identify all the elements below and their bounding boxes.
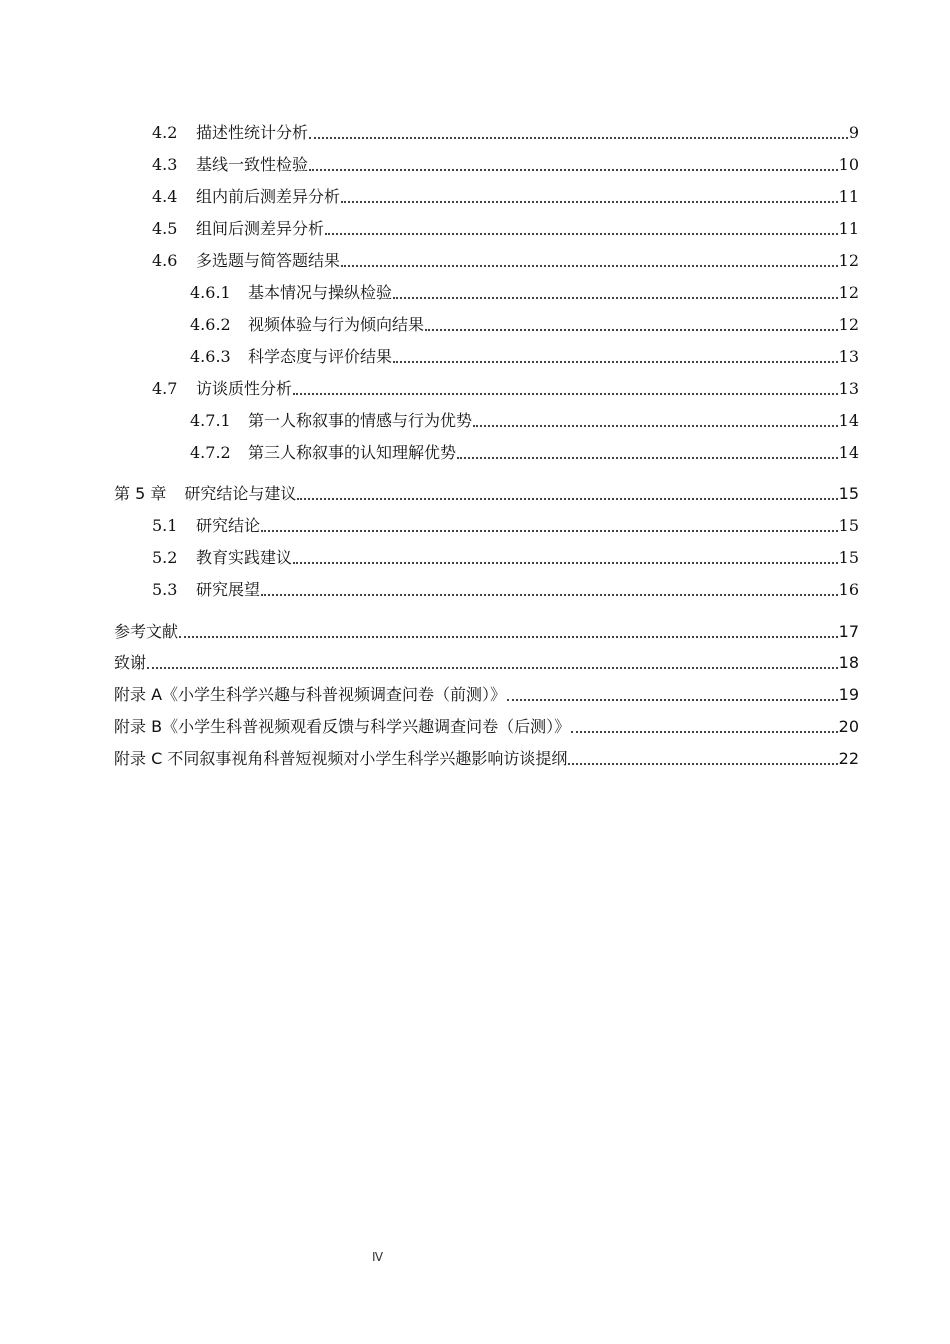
toc-entry[interactable] [190,407,859,431]
toc-number: 4.7.2 [190,443,231,462]
dot-leader [309,125,848,139]
toc-page: 13 [838,347,859,366]
toc-title: 研究结论 [196,516,261,535]
dot-leader [309,157,838,171]
toc-page: 12 [838,251,859,270]
toc-title: 组内前后测差异分析 [196,187,341,206]
toc-title: 视频体验与行为倾向结果 [248,315,425,334]
toc-appendix-b[interactable] [114,713,859,737]
toc-entry[interactable] [152,544,859,568]
dot-leader [179,624,838,638]
dot-leader [425,317,838,331]
toc-entry[interactable] [152,512,859,536]
toc-page: 18 [838,653,859,672]
toc-page: 10 [838,155,859,174]
toc-chapter[interactable] [114,480,859,504]
dot-leader [147,655,838,669]
dot-leader [297,486,837,500]
dot-leader [293,381,838,395]
toc-title: 研究结论与建议 [184,484,297,503]
toc-number: 4.6 [152,251,178,270]
toc-page: 22 [838,749,859,768]
toc-page: 15 [838,516,859,535]
dot-leader [393,285,838,299]
toc-entry[interactable] [152,576,859,600]
toc-page: 9 [848,123,859,142]
toc-title: 致谢 [114,653,147,672]
toc-number: 4.7.1 [190,411,231,430]
dot-leader [293,550,838,564]
toc-number: 4.6.1 [190,283,231,302]
toc-title: 研究展望 [196,580,261,599]
toc-entry[interactable] [152,119,859,143]
toc-number: 5.2 [152,548,178,567]
toc-number: 4.2 [152,123,178,142]
dot-leader [341,189,838,203]
toc-page: 11 [838,219,859,238]
toc-entry[interactable] [190,311,859,335]
toc-title: 参考文献 [114,622,179,641]
toc-number: 4.6.3 [190,347,231,366]
toc-title: 描述性统计分析 [196,123,309,142]
toc-page: 12 [838,315,859,334]
toc-number: 4.5 [152,219,178,238]
toc-entry[interactable] [190,279,859,303]
toc-number: 5.1 [152,516,178,535]
toc-page: 17 [838,622,859,641]
dot-leader [507,687,838,701]
page-number: Ⅳ [371,1250,384,1264]
toc-page: 19 [838,685,859,704]
toc-title: 访谈质性分析 [196,379,293,398]
dot-leader [568,751,837,765]
toc-title: 组间后测差异分析 [196,219,325,238]
toc-page: 13 [838,379,859,398]
toc-page: 15 [838,484,859,503]
toc-title: 基线一致性检验 [196,155,309,174]
toc-page: 14 [838,411,859,430]
toc-page: 14 [838,443,859,462]
toc-entry[interactable] [152,375,859,399]
toc-references[interactable] [114,618,859,642]
toc-title: 附录 A《小学生科学兴趣与科普视频调查问卷（前测）》 [114,685,507,704]
toc-number: 4.3 [152,155,178,174]
dot-leader [341,253,838,267]
dot-leader [261,582,838,596]
toc-entry[interactable] [152,183,859,207]
toc-page: 15 [838,548,859,567]
toc-entry[interactable] [190,343,859,367]
toc-acknowledgements[interactable] [114,649,859,673]
toc-entry[interactable] [190,439,859,463]
toc-number: 4.4 [152,187,178,206]
toc-title: 教育实践建议 [196,548,293,567]
toc-title: 基本情况与操纵检验 [248,283,393,302]
dot-leader [571,719,838,733]
toc-title: 第三人称叙事的认知理解优势 [248,443,457,462]
dot-leader [325,221,838,235]
toc-appendix-a[interactable] [114,681,859,705]
toc-title: 附录 B《小学生科普视频观看反馈与科学兴趣调查问卷（后测）》 [114,717,571,736]
toc-title: 附录 C 不同叙事视角科普短视频对小学生科学兴趣影响访谈提纲 [114,749,568,768]
toc-title: 科学态度与评价结果 [248,347,393,366]
toc-appendix-c[interactable] [114,745,859,769]
toc-entry[interactable] [152,215,859,239]
toc-entry[interactable] [152,151,859,175]
toc-title: 多选题与简答题结果 [196,251,341,270]
toc-page: 11 [838,187,859,206]
toc-page: 16 [838,580,859,599]
toc-title: 第一人称叙事的情感与行为优势 [248,411,473,430]
dot-leader [261,518,838,532]
dot-leader [393,349,838,363]
toc-number: 4.7 [152,379,178,398]
toc-number: 第 5 章 [114,484,167,503]
dot-leader [473,413,838,427]
toc-number: 5.3 [152,580,178,599]
toc-page: 12 [838,283,859,302]
dot-leader [457,445,838,459]
toc-entry[interactable] [152,247,859,271]
toc-page: 20 [838,717,859,736]
toc-number: 4.6.2 [190,315,231,334]
